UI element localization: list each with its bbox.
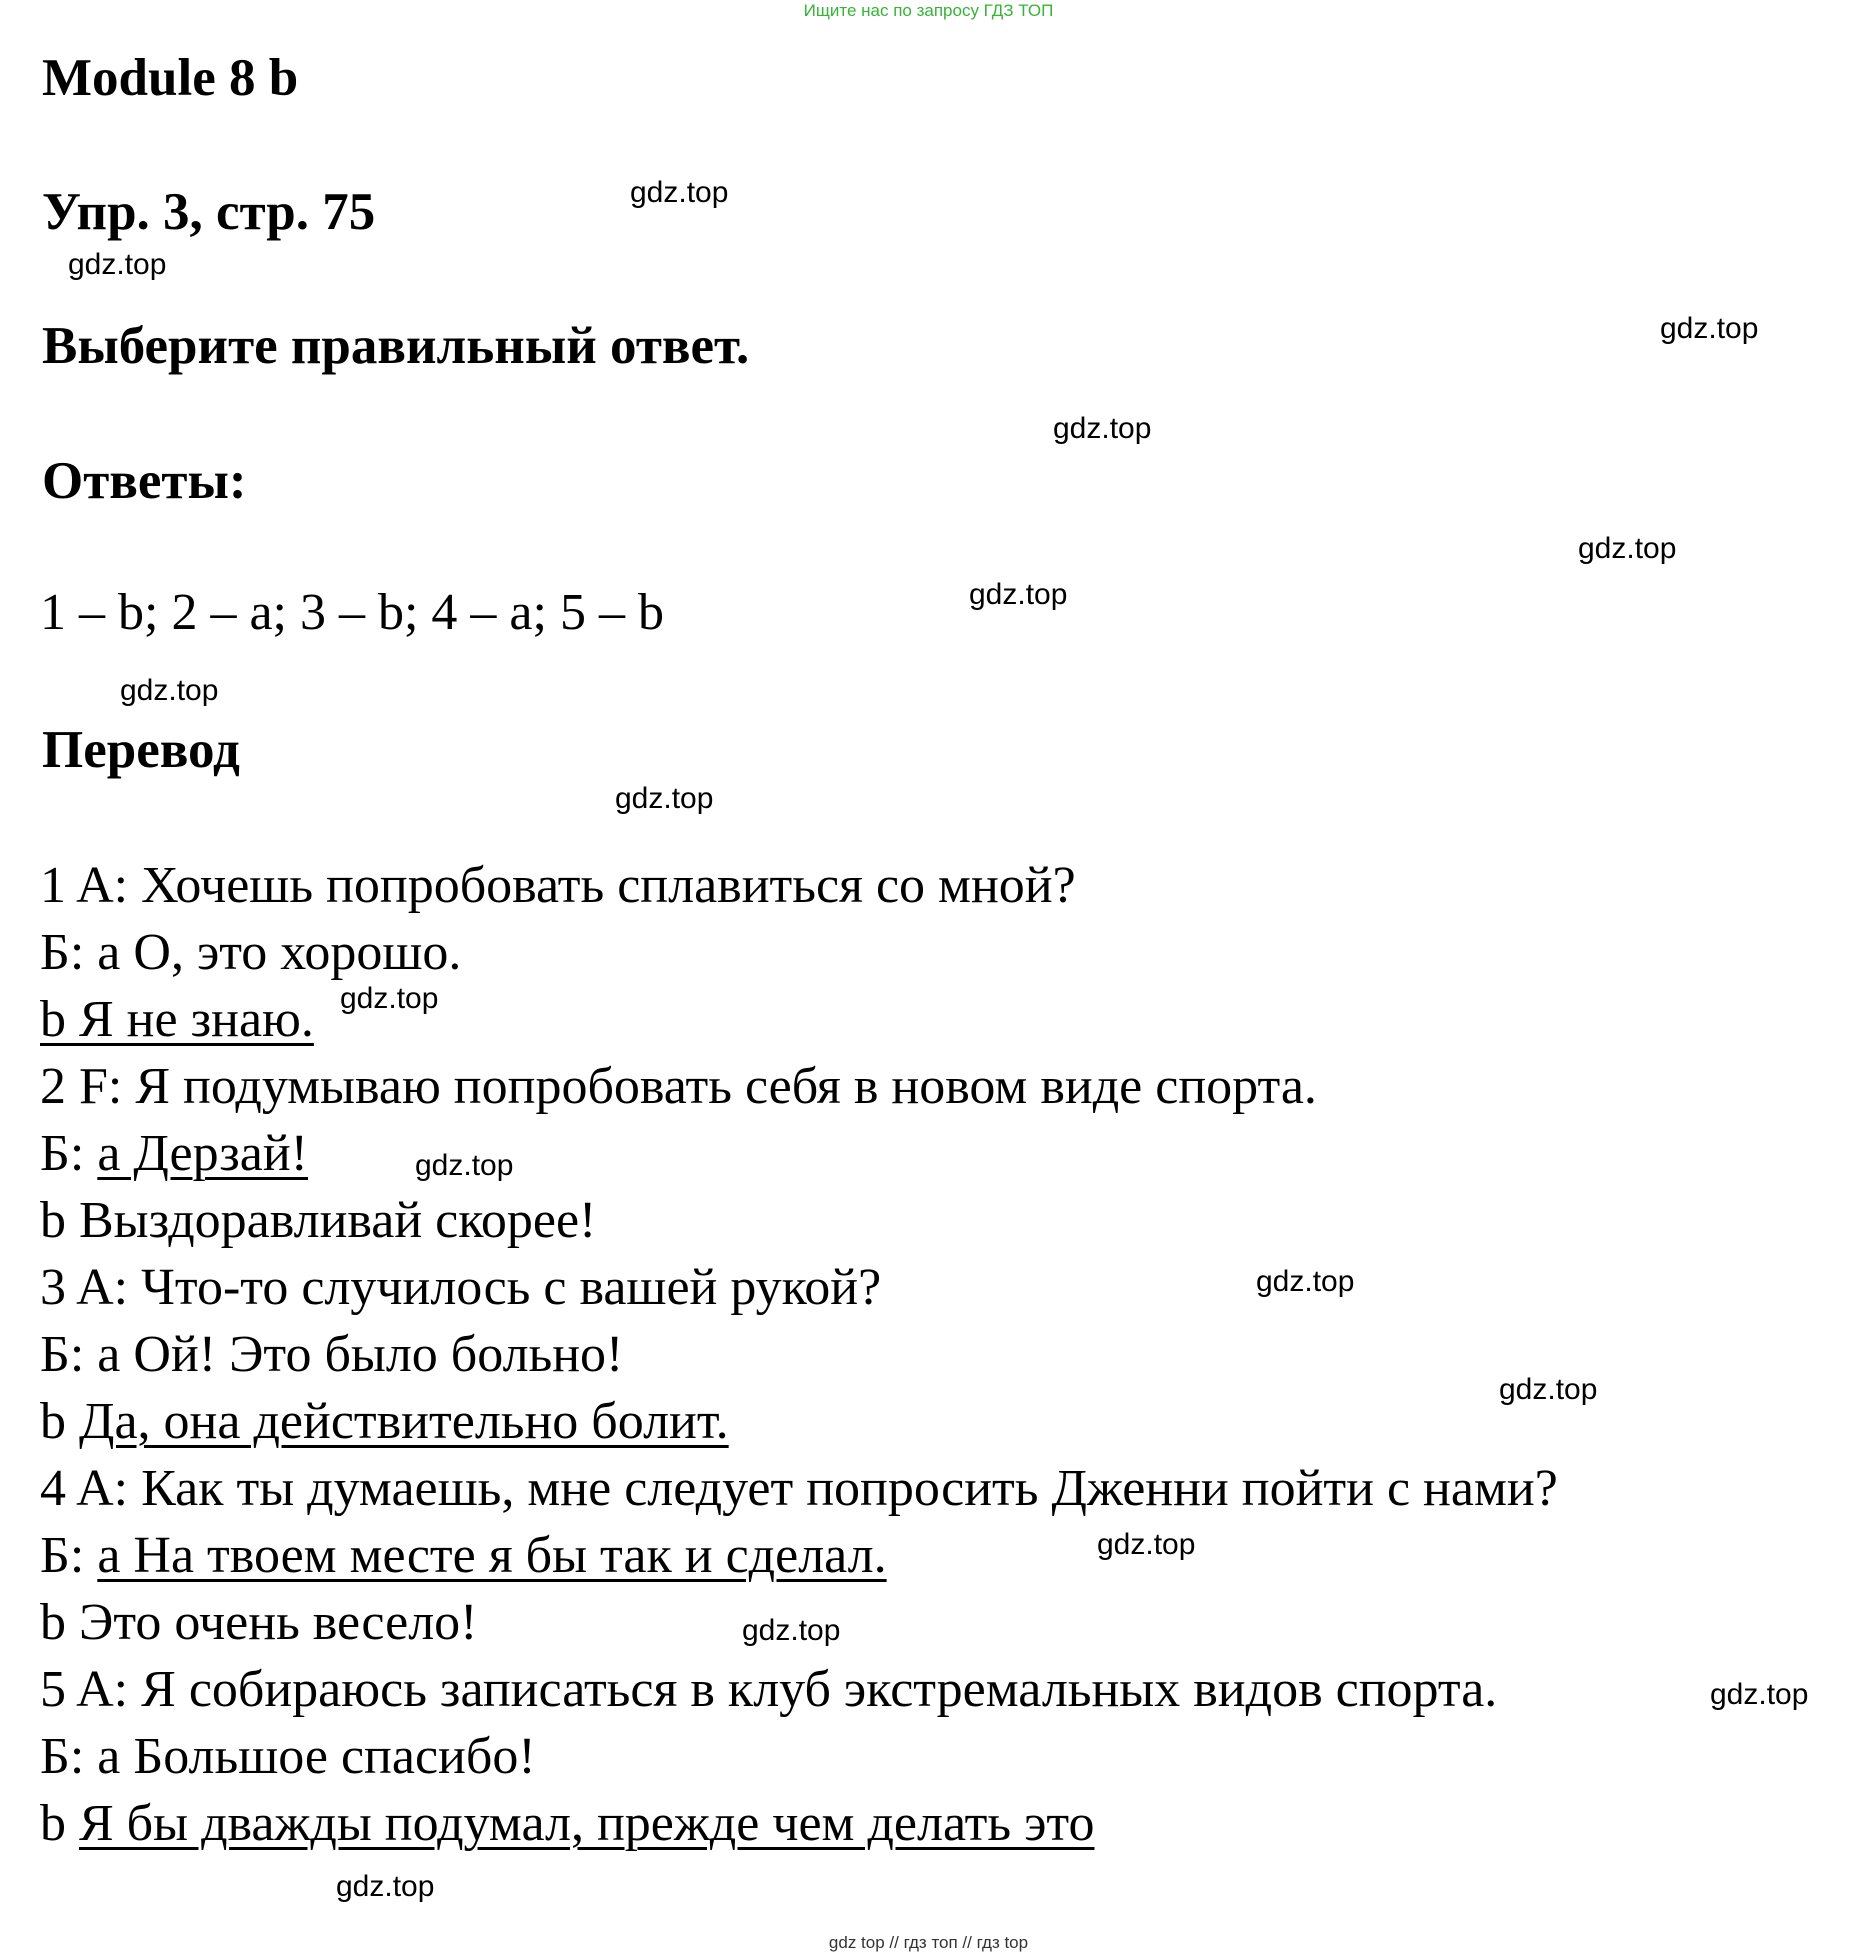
dialogue-line: Б: а Ой! Это было больно! bbox=[40, 1326, 624, 1383]
correct-answer: b Я не знаю. bbox=[40, 991, 314, 1048]
watermark: gdz.top bbox=[630, 176, 729, 209]
watermark: gdz.top bbox=[969, 578, 1068, 611]
watermark: gdz.top bbox=[336, 1870, 435, 1903]
dialogue-line: Б: а На твоем месте я бы так и сделал. bbox=[40, 1527, 887, 1584]
watermark: gdz.top bbox=[615, 782, 714, 815]
dialogue-line: b Да, она действительно болит. bbox=[40, 1393, 729, 1450]
watermark: gdz.top bbox=[120, 674, 219, 707]
dialogue-line: 3 A: Что-то случилось с вашей рукой? bbox=[40, 1259, 882, 1316]
watermark: gdz.top bbox=[1578, 532, 1677, 565]
watermark: gdz.top bbox=[1660, 312, 1759, 345]
watermark: gdz.top bbox=[415, 1149, 514, 1182]
correct-answer: а На твоем месте я бы так и сделал. bbox=[97, 1527, 887, 1584]
dialogue-line: b Выздоравливай скорее! bbox=[40, 1192, 597, 1249]
dialogue-line: Б: а О, это хорошо. bbox=[40, 924, 462, 981]
answers-heading: Ответы: bbox=[42, 452, 247, 510]
watermark: gdz.top bbox=[68, 248, 167, 281]
watermark: gdz.top bbox=[742, 1614, 841, 1647]
correct-answer: Да, она действительно болит. bbox=[79, 1393, 729, 1450]
watermark: gdz.top bbox=[1053, 412, 1152, 445]
watermark: gdz.top bbox=[1097, 1528, 1196, 1561]
dialogue-line: Б: а Большое спасибо! bbox=[40, 1728, 536, 1785]
instruction: Выберите правильный ответ. bbox=[42, 317, 750, 375]
exercise-title: Упр. 3, стр. 75 bbox=[42, 183, 376, 241]
dialogue-line: b Это очень весело! bbox=[40, 1594, 478, 1651]
dialogue-line: b Я бы дважды подумал, прежде чем делать это bbox=[40, 1795, 1095, 1852]
correct-answer: а Дерзай! bbox=[97, 1125, 308, 1182]
dialogue-line bbox=[40, 990, 314, 1050]
dialogue-line: 4 A: Как ты думаешь, мне следует попросить Дженни пойти с нами? bbox=[40, 1460, 1558, 1517]
bottom-banner: gdz top // гдз топ // гдз top bbox=[828, 1933, 1029, 1952]
watermark: gdz.top bbox=[1710, 1678, 1809, 1711]
answers-line: 1 – b; 2 – a; 3 – b; 4 – a; 5 – b bbox=[40, 584, 664, 641]
watermark: gdz.top bbox=[1256, 1265, 1355, 1298]
watermark: gdz.top bbox=[1499, 1373, 1598, 1406]
translation-heading: Перевод bbox=[42, 721, 240, 779]
top-banner: Ищите нас по запросу ГДЗ ТОП bbox=[803, 1, 1054, 20]
dialogue-line: 5 A: Я собираюсь записаться в клуб экстремальных видов спорта. bbox=[40, 1661, 1498, 1718]
watermark: gdz.top bbox=[340, 982, 439, 1015]
dialogue-line: Б: а Дерзай! bbox=[40, 1125, 308, 1182]
correct-answer: Я бы дважды подумал, прежде чем делать это bbox=[79, 1795, 1095, 1852]
dialogue-line: 1 A: Хочешь попробовать сплавиться со мной? bbox=[40, 857, 1076, 914]
dialogue-line: 2 F: Я подумываю попробовать себя в новом виде спорта. bbox=[40, 1058, 1317, 1115]
module-title: Module 8 b bbox=[42, 49, 299, 107]
